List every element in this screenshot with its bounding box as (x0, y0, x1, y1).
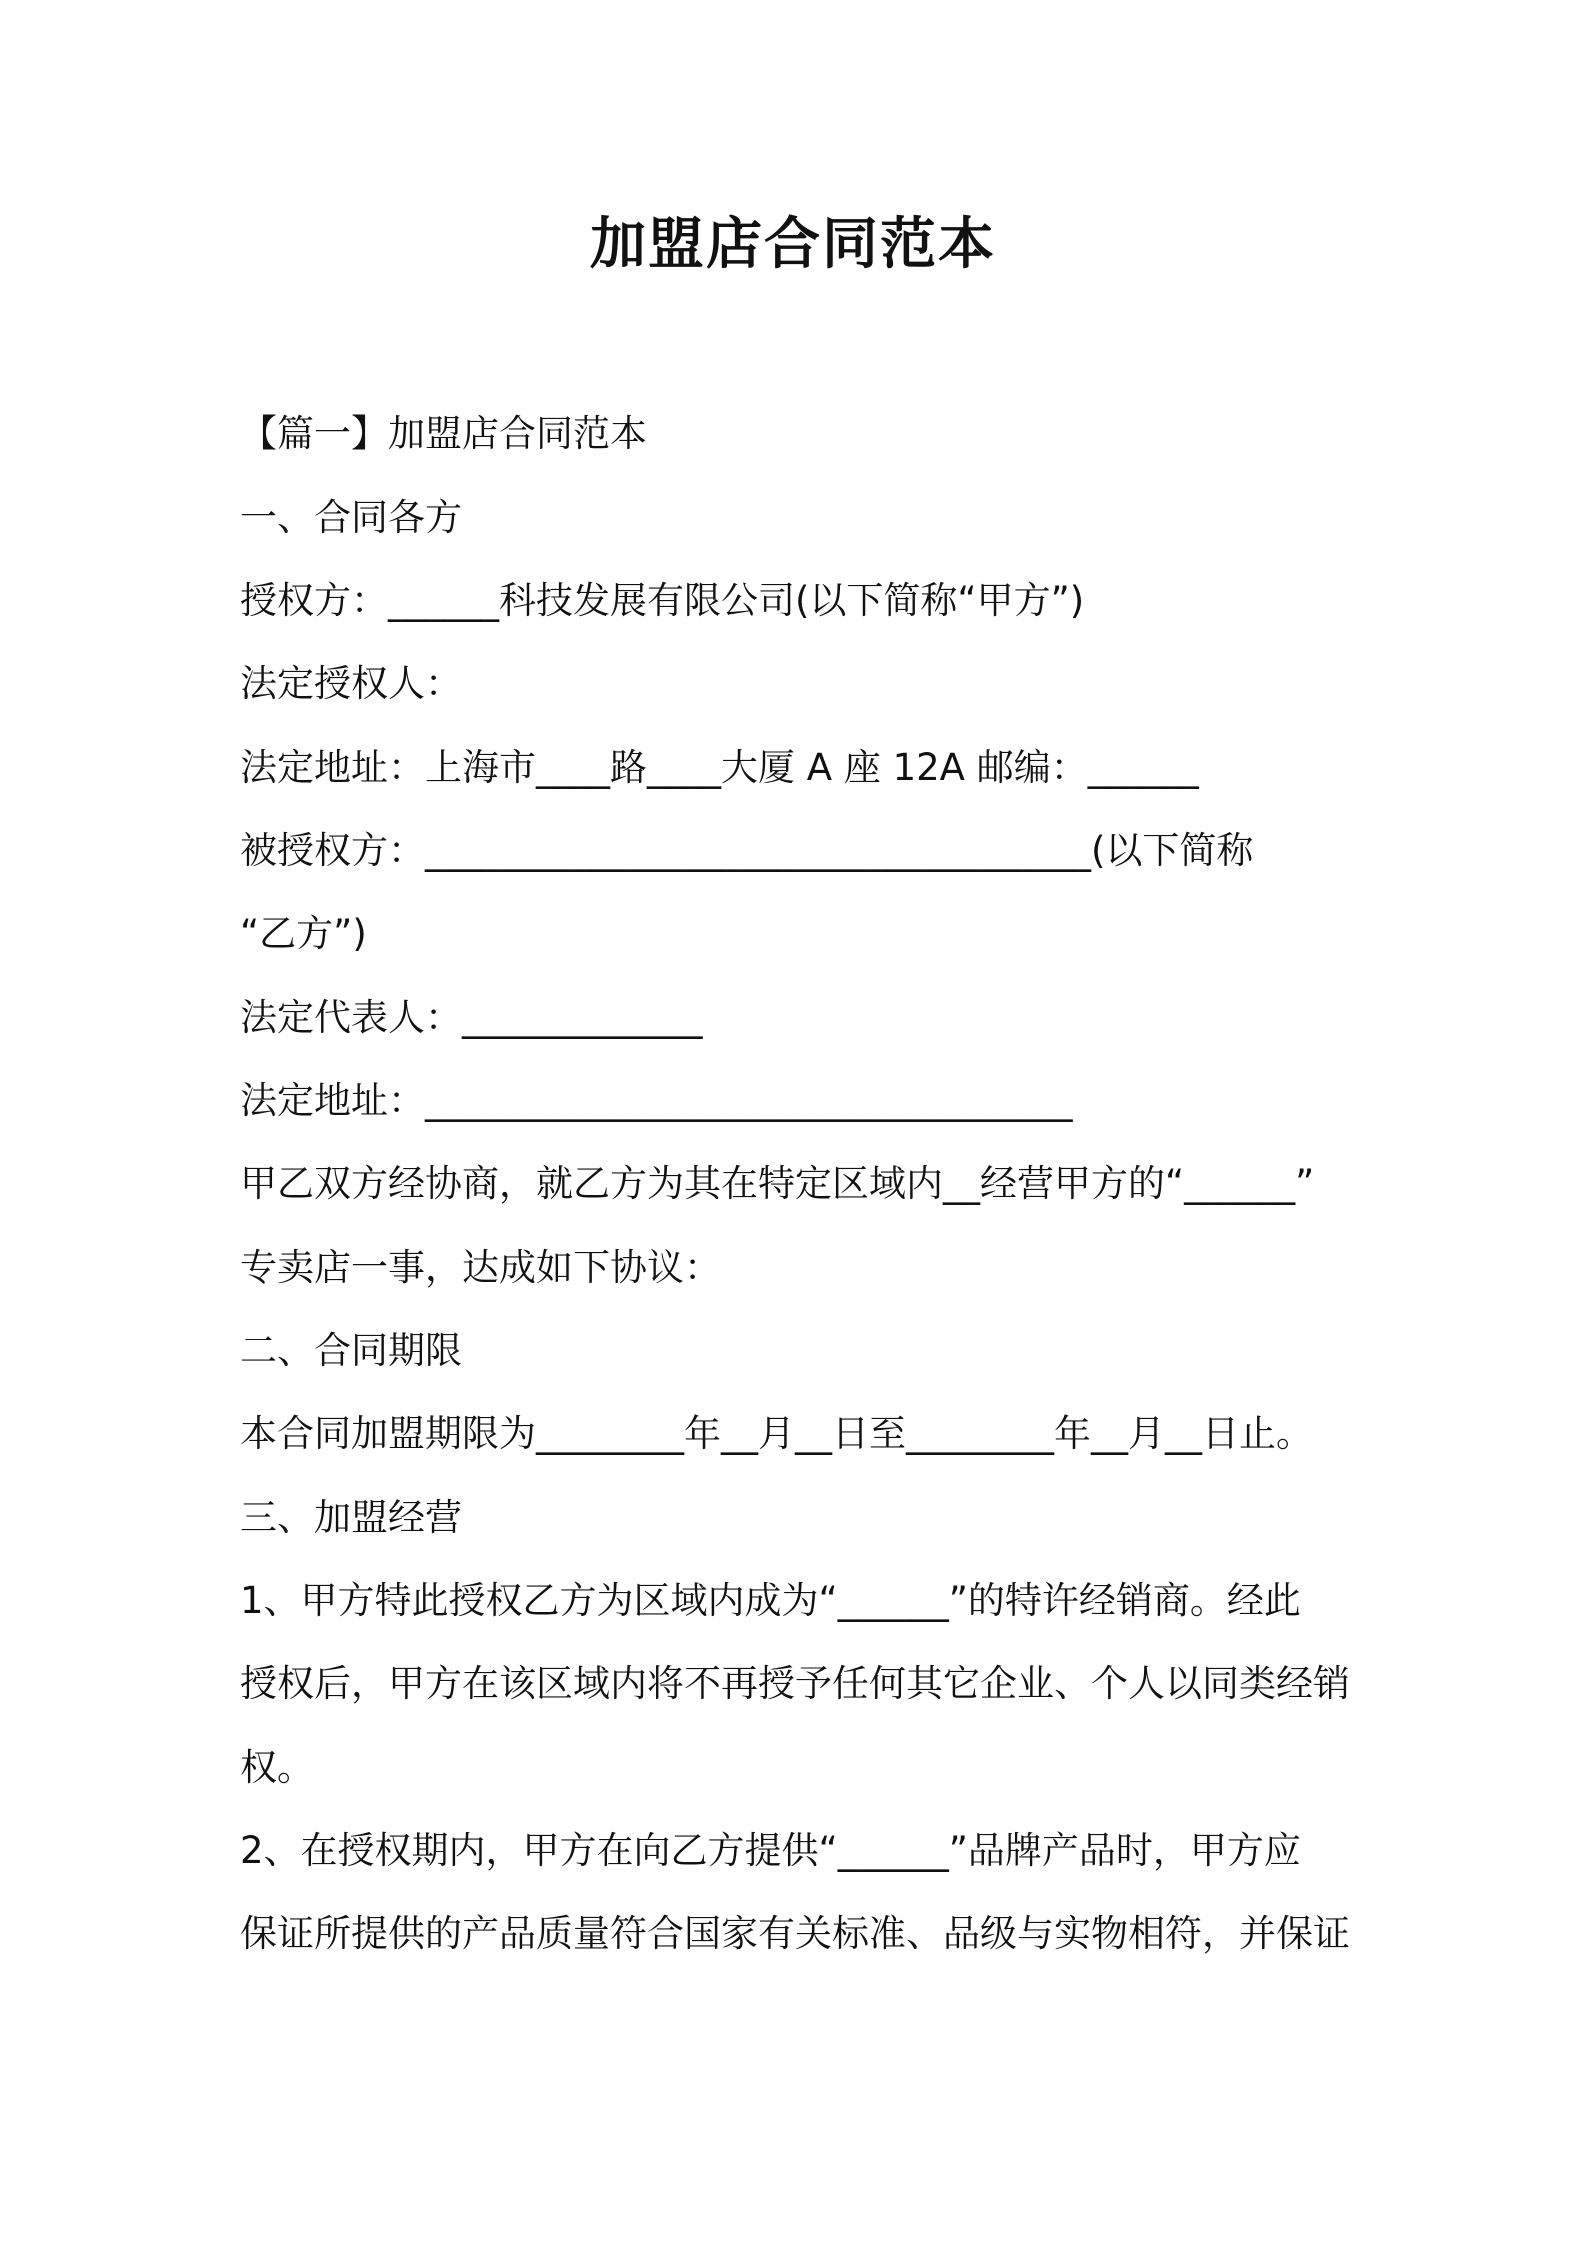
legal-authorizer-line: 法定授权人： (240, 662, 462, 705)
clause-2-line-1: 2、在授权期内，甲方在向乙方提供“______”品牌产品时，甲方应 (240, 1829, 1301, 1872)
clause-1-line-1: 1、甲方特此授权乙方为区域内成为“______”的特许经销商。经此 (240, 1579, 1301, 1622)
licensee-line-continued: “乙方”) (240, 912, 367, 955)
section-heading-franchise: 三、加盟经营 (240, 1496, 462, 1539)
section-heading-parties: 一、合同各方 (240, 496, 462, 539)
agreement-intro-line: 甲乙双方经协商，就乙方为其在特定区域内__经营甲方的“______” (240, 1162, 1315, 1205)
clause-1-line-3: 权。 (240, 1746, 314, 1789)
clause-2-line-2: 保证所提供的产品质量符合国家有关标准、品级与实物相符，并保证 (240, 1912, 1350, 1955)
agreement-intro-line-continued: 专卖店一事，达成如下协议： (240, 1246, 721, 1289)
licensor-line: 授权方：______科技发展有限公司(以下简称“甲方”) (240, 579, 1085, 622)
licensee-address-line: 法定地址：___________________________________ (240, 1079, 1073, 1122)
term-line: 本合同加盟期限为________年__月__日至________年__月__日止。 (240, 1412, 1313, 1455)
licensee-line: 被授权方：____________________________________(以下简称 (240, 829, 1254, 872)
legal-representative-line: 法定代表人：_____________ (240, 996, 703, 1039)
document-title: 加盟店合同范本 (590, 212, 996, 277)
clause-1-line-2: 授权后，甲方在该区域内将不再授予任何其它企业、个人以同类经销 (240, 1662, 1350, 1705)
section-heading-term: 二、合同期限 (240, 1329, 462, 1372)
licensor-address-line: 法定地址：上海市____路____大厦 A 座 12A 邮编：______ (240, 746, 1199, 789)
section-heading-part-one: 【篇一】加盟店合同范本 (240, 412, 647, 455)
